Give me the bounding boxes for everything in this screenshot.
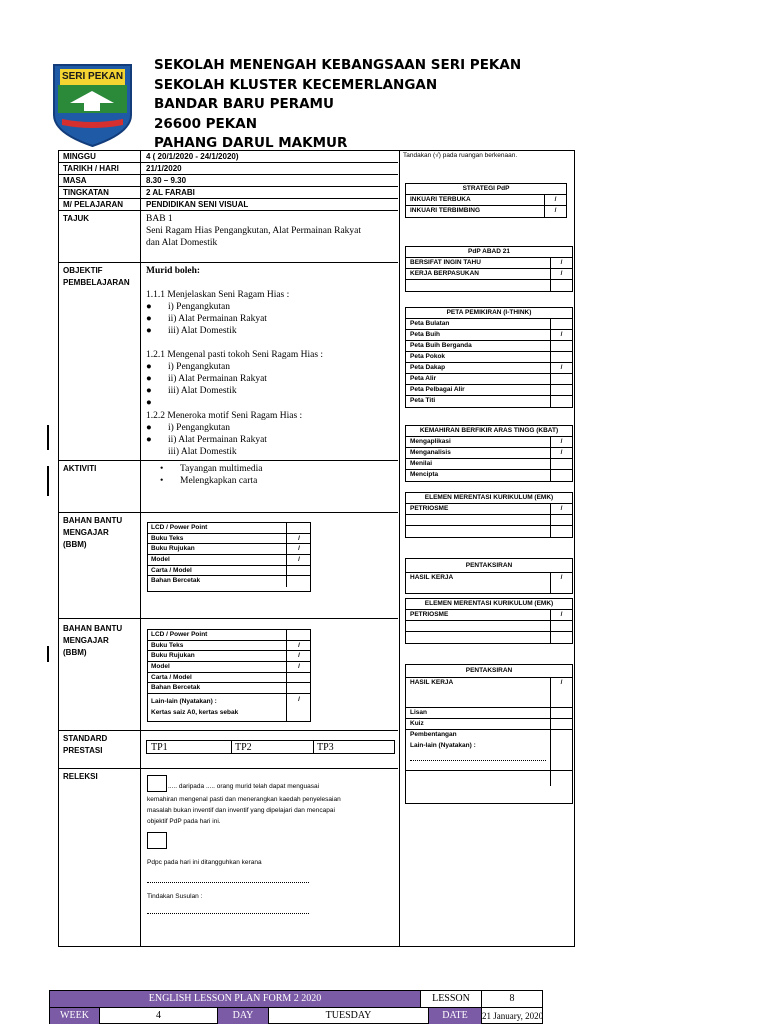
english-lesson-plan-header: [49, 990, 543, 1024]
refleksi-label: RELEKSI: [63, 772, 98, 781]
refleksi-susulan: Tindakan Susulan :: [147, 893, 203, 900]
bbm-table-1: LCD / Power Point Buku Teks / Buku Rujukan / Model / Carta / Model Bahan Bercetak: [147, 522, 311, 592]
tp-table: [146, 740, 395, 754]
abad21-table: PdP ABAD 21 BERSIFAT INGIN TAHU / KERJA BERPASUKAN /: [405, 246, 573, 292]
objektif-2-item: ● i) Pengangkutan: [146, 362, 231, 372]
logo-text: SERI PEKAN: [61, 71, 124, 82]
emk-table-2: ELEMEN MERENTASI KURIKULUM (EMK) PETRIOSME /: [405, 598, 573, 644]
objektif-1: 1.1.1 Menjelaskan Seni Ragam Hias :: [146, 290, 290, 300]
bbm-label-1: BAHAN BANTU: [63, 516, 123, 525]
footer-date-label: DATE: [429, 1008, 482, 1024]
tarikh-label: TARIKH / HARI: [63, 164, 119, 173]
refleksi-checkbox-2[interactable]: [147, 832, 167, 849]
pentaksiran-table-1: PENTAKSIRAN HASIL KERJA /: [405, 558, 573, 594]
tingkatan-value: 2 AL FARABI: [146, 188, 195, 197]
bbm2-label-3: (BBM): [63, 648, 87, 657]
school-logo: [50, 63, 135, 148]
objektif-label: OBJEKTIF: [63, 266, 103, 275]
strategi-table: STRATEGI PdP INKUARI TERBUKA / INKUARI TERBIMBING /: [405, 183, 567, 218]
school-state: PAHANG DARUL MAKMUR: [154, 135, 348, 151]
masa-value: 8.30 – 9.30: [146, 176, 187, 185]
tp1: TP1: [151, 742, 168, 753]
refleksi-line2: kemahiran mengenal pasti dan menerangkan kaedah penyelesaian: [147, 796, 341, 803]
footer-lesson-label: LESSON: [421, 991, 482, 1008]
pelajaran-value: PENDIDIKAN SENI VISUAL: [146, 200, 249, 209]
minggu-label: MINGGU: [63, 152, 96, 161]
refleksi-checkbox-1[interactable]: [147, 775, 167, 792]
ithink-table: PETA PEMIKIRAN (I-THINK) Peta Bulatan Peta Buih / Peta Buih Berganda Peta Pokok Peta Dakap / Peta Alir Peta Pelbagai Alir Peta Titi: [405, 307, 573, 408]
minggu-value: 4 ( 20/1/2020 - 24/1/2020): [146, 152, 239, 161]
school-postcode: 26600 PEKAN: [154, 115, 257, 132]
emk-table: ELEMEN MERENTASI KURIKULUM (EMK) PETRIOSME /: [405, 492, 573, 538]
objektif-1-item: ● iii) Alat Domestik: [146, 326, 237, 336]
objektif-3-item: ● ii) Alat Permainan Rakyat: [146, 435, 267, 445]
footer-week-value: 4: [100, 1008, 218, 1024]
objektif-2-item: ● iii) Alat Domestik: [146, 386, 237, 396]
objektif-2-item: ● ii) Alat Permainan Rakyat: [146, 374, 267, 384]
objektif-3-item: ● i) Pengangkutan: [146, 423, 231, 433]
standard-label: STANDARD: [63, 734, 108, 743]
label-column-divider: [140, 150, 141, 947]
aktiviti-label: AKTIVITI: [63, 464, 97, 473]
school-header: [154, 56, 521, 154]
tajuk-label: TAJUK: [63, 214, 90, 223]
objektif-1-item: ● i) Pengangkutan: [146, 302, 231, 312]
footer-week-label: WEEK: [50, 1008, 100, 1024]
right-column-divider: [399, 150, 400, 947]
tingkatan-label: TINGKATAN: [63, 188, 109, 197]
objektif-intro: Murid boleh:: [146, 266, 201, 276]
objektif-2-item: ●: [146, 398, 152, 408]
bbm-label-3: (BBM): [63, 540, 87, 549]
tp3: TP3: [317, 742, 334, 753]
footer-date-value: 21 January, 2020: [482, 1011, 544, 1021]
refleksi-ditangguh: Pdpc pada hari ini ditangguhkan kerana: [147, 859, 262, 866]
objektif-3: 1.2.2 Meneroka motif Seni Ragam Hias :: [146, 411, 303, 421]
aktiviti-item: • Melengkapkan carta: [160, 476, 258, 486]
bbm-label-2: MENGAJAR: [63, 528, 109, 537]
pelajaran-label: M/ PELAJARAN: [63, 200, 124, 209]
masa-label: MASA: [63, 176, 87, 185]
refleksi-line4: objektif PdP pada hari ini.: [147, 818, 221, 825]
tarikh-value: 21/1/2020: [146, 164, 182, 173]
tajuk-line2: dan Alat Domestik: [146, 238, 218, 248]
footer-lesson-value: 8: [482, 991, 542, 1008]
bbm-table-2: LCD / Power Point Buku Teks / Buku Rujukan / Model / Carta / Model Bahan Bercetak Lain-lain (Nyatakan) : Kertas saiz A0, kertas sebak /: [147, 629, 311, 722]
school-name: SEKOLAH MENENGAH KEBANGSAAN SERI PEKAN: [154, 57, 522, 73]
pembelajaran-label: PEMBELAJARAN: [63, 278, 130, 287]
objektif-1-item: ● ii) Alat Permainan Rakyat: [146, 314, 267, 324]
school-cluster: SEKOLAH KLUSTER KECEMERLANGAN: [154, 76, 438, 93]
instruction-text: Tandakan (√) pada ruangan berkenaan.: [403, 152, 518, 159]
objektif-2: 1.2.1 Mengenal pasti tokoh Seni Ragam Hias :: [146, 350, 324, 360]
bbm2-label-2: MENGAJAR: [63, 636, 109, 645]
footer-day-label: DAY: [218, 1008, 269, 1024]
tp2: TP2: [235, 742, 252, 753]
aktiviti-item: • Tayangan multimedia: [160, 464, 263, 474]
footer-title: ENGLISH LESSON PLAN FORM 2 2020: [50, 991, 421, 1008]
refleksi-line3: masalah bukan inventif dan inventif yang dipelajari dan mencapai: [147, 807, 335, 814]
objektif-3-item: iii) Alat Domestik: [168, 447, 237, 457]
prestasi-label: PRESTASI: [63, 746, 103, 755]
school-town: BANDAR BARU PERAMU: [154, 96, 334, 112]
tajuk-line1: Seni Ragam Hias Pengangkutan, Alat Permainan Rakyat: [146, 226, 362, 236]
footer-day-value: TUESDAY: [269, 1008, 429, 1024]
refleksi-line1: ..... daripada ..... orang murid telah dapat menguasai: [168, 783, 320, 790]
bbm2-label-1: BAHAN BANTU: [63, 624, 123, 633]
kbat-table: KEMAHIRAN BERFIKIR ARAS TINGG (KBAT) Mengaplikasi / Menganalisis / Menilai Mencipta: [405, 425, 573, 482]
tajuk-bab: BAB 1: [146, 214, 173, 224]
pentaksiran-table-2: PENTAKSIRAN HASIL KERJA / Lisan Kuiz Pembentangan Lain-lain (Nyatakan) :: [405, 664, 573, 804]
